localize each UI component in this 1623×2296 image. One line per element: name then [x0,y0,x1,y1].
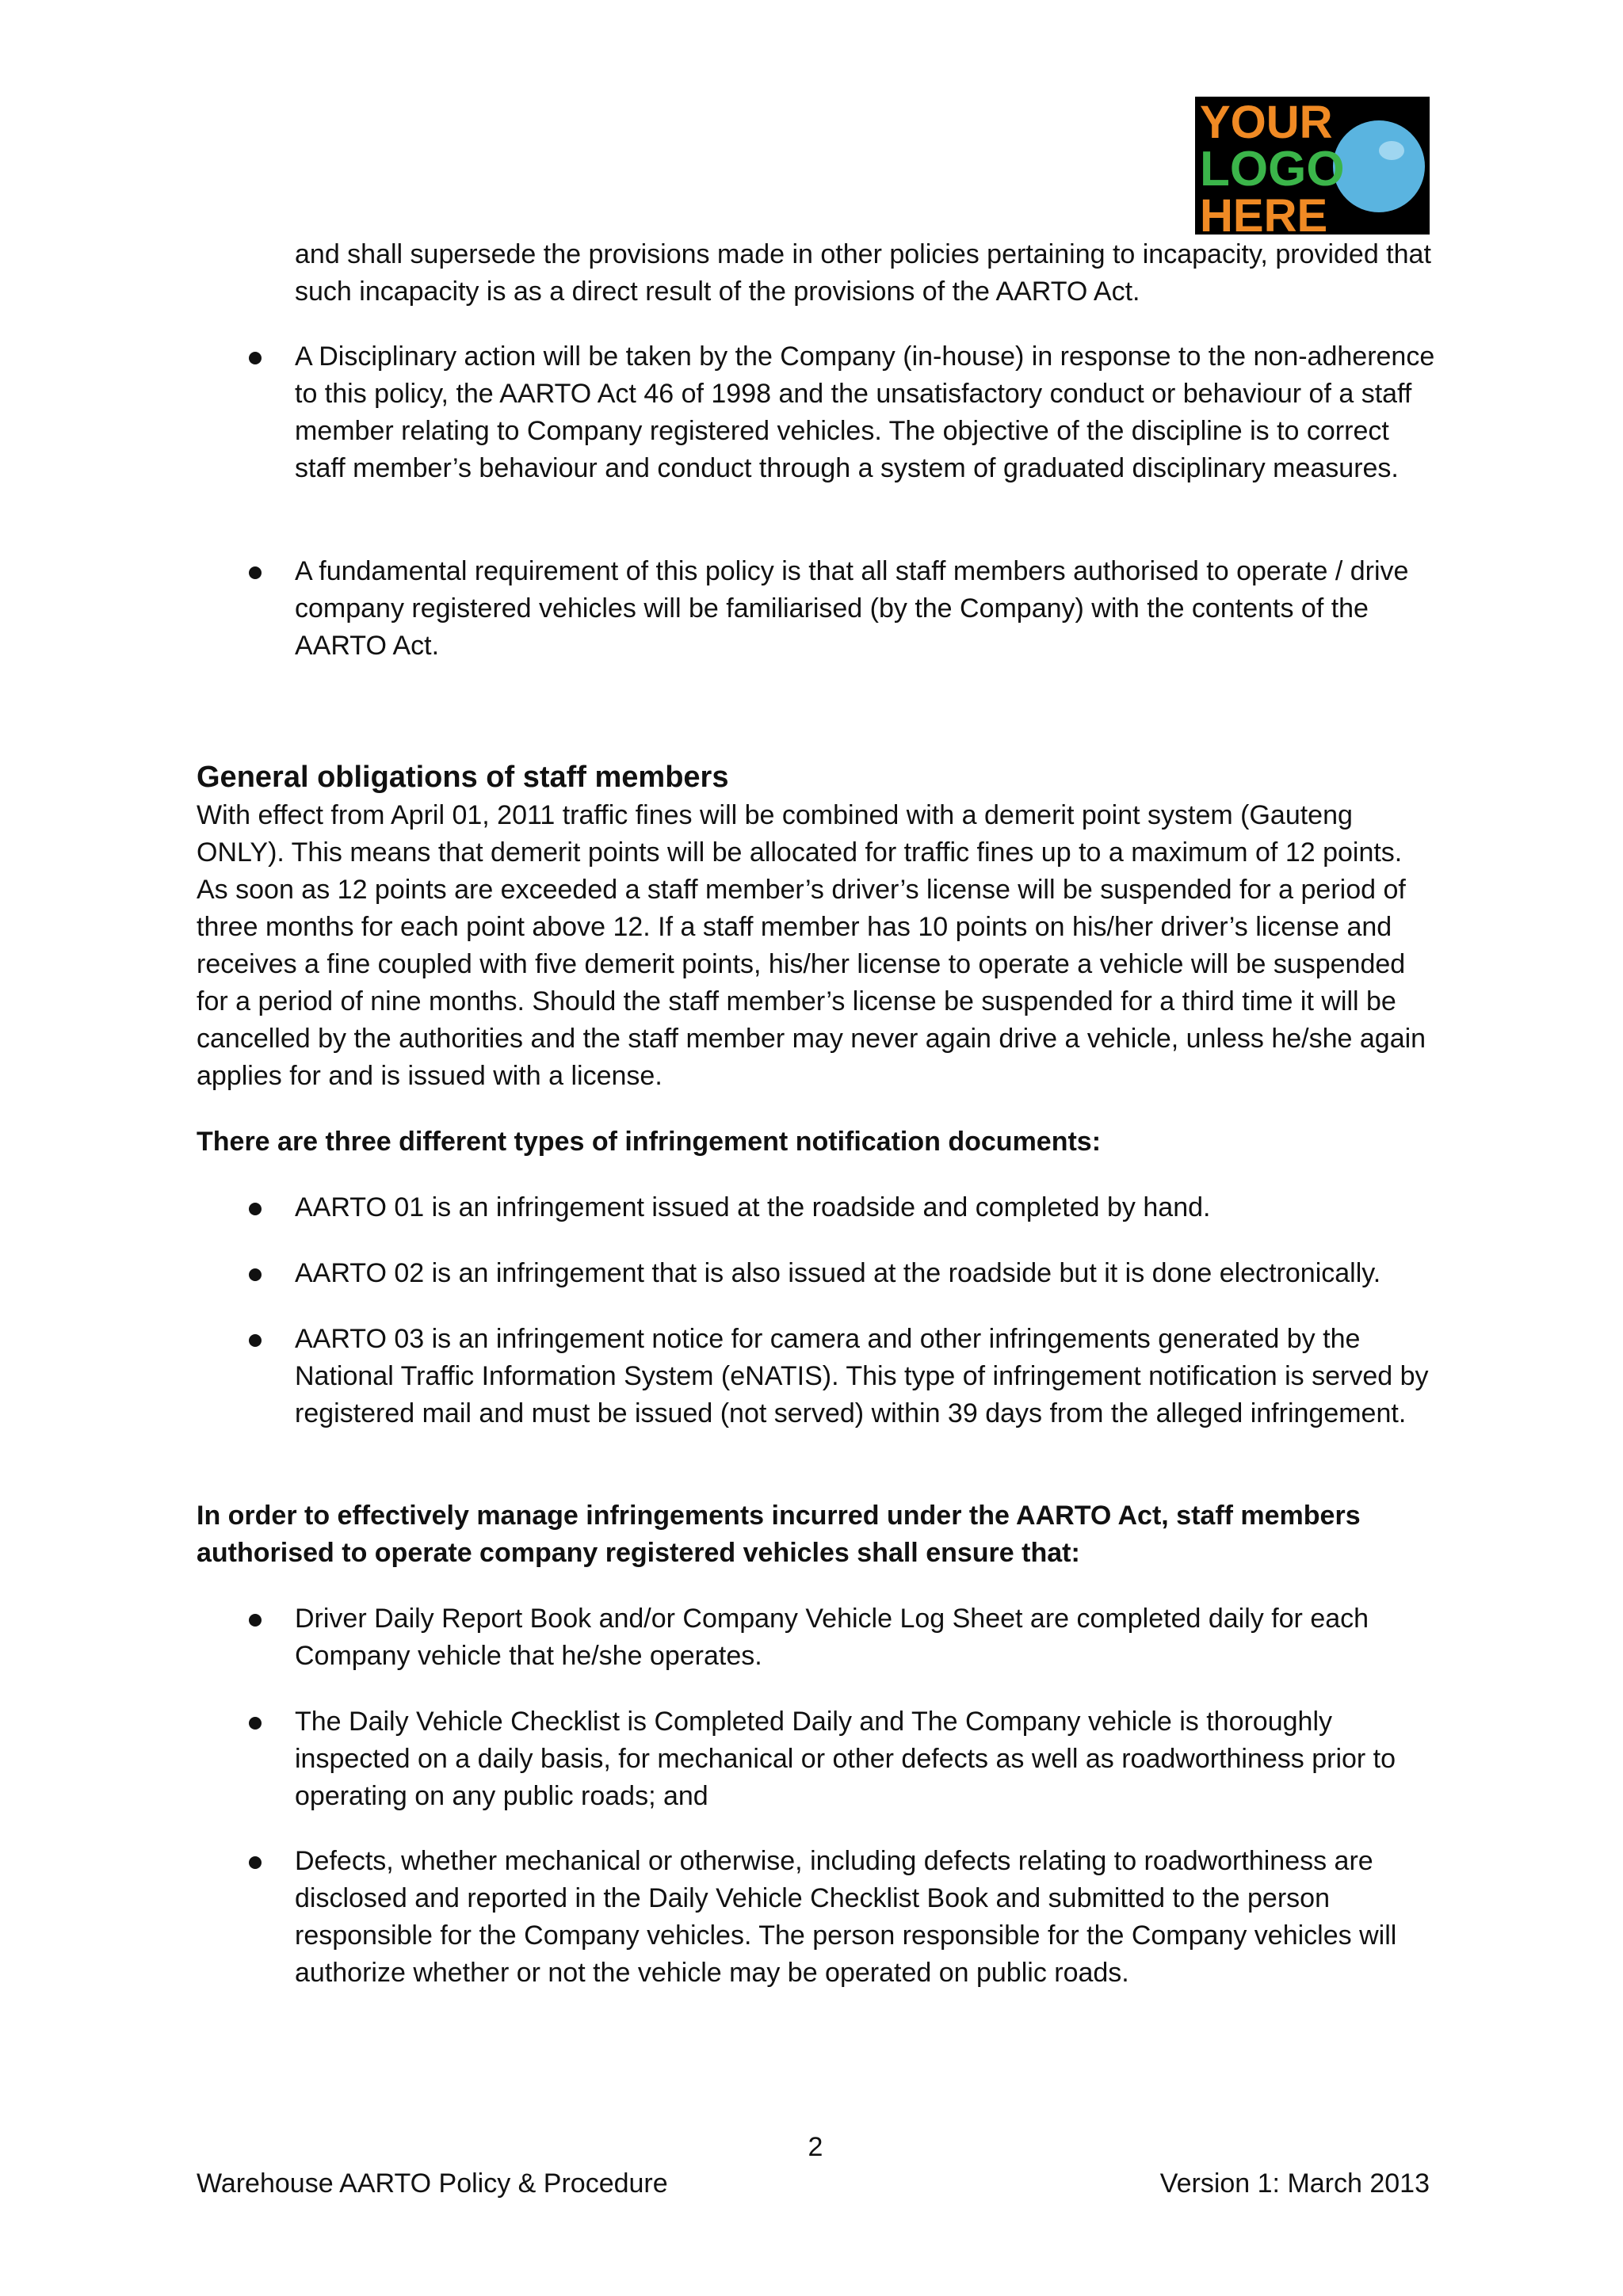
bullet-dot-icon [249,1614,262,1627]
logo-graphic [1195,97,1430,235]
checklist-bullet: The Daily Vehicle Checklist is Completed Daily and The Company vehicle is thoroughly inspected on a daily basis, for mechanical or other defects as well as roadworthiness prior to operating on any public roads; and [295,1707,1396,1811]
types-heading: There are three different types of infringement notification documents: [197,1127,1102,1157]
familiarisation-bullet: A fundamental requirement of this policy is that all staff members authorised to operate / drive company registered vehicles will be familiarised (by the Company) with the contents of the AARTO Act. [295,556,1409,661]
bullet-dot-icon [249,566,262,579]
bullet-dot-icon [249,1334,262,1347]
footer-document-title: Warehouse AARTO Policy & Procedure [197,2168,668,2199]
aarto-03-bullet: AARTO 03 is an infringement notice for camera and other infringements generated by the National Traffic Information System (eNATIS). This type of infringement notification is served by registered mail and must be issued (not served) within 39 days from the alleged infringement. [295,1324,1429,1428]
bullet-dot-icon [249,352,262,364]
bullet-dot-icon [249,1203,262,1215]
aarto-02-bullet: AARTO 02 is an infringement that is also issued at the roadside but it is done electronically. [295,1258,1381,1288]
section-heading: General obligations of staff members [197,761,729,794]
bullet-dot-icon [249,1717,262,1730]
company-logo [1195,97,1430,235]
ensure-heading: In order to effectively manage infringements incurred under the AARTO Act, staff members authorised to operate company registered vehicles shall ensure that: [197,1501,1361,1568]
bullet-dot-icon [249,1856,262,1869]
logo-here-text: HERE [1200,190,1328,235]
logo-logo-text: LOGO [1200,142,1345,196]
log-sheet-bullet: Driver Daily Report Book and/or Company Vehicle Log Sheet are completed daily for each Company vehicle that he/she operates. [295,1604,1369,1671]
intro-paragraph: With effect from April 01, 2011 traffic fines will be combined with a demerit point system (Gauteng ONLY). This means that demerit points will be allocated for traffic fines up to a maximum of 12 points. As soon as 12 points are exceeded a staff member’s driver’s license will be suspended for a period of three months for each point above 12. If a staff member has 10 points on his/her driver’s license and receives a fine coupled with five demerit points, his/her license to operate a vehicle will be suspended for a period of nine months. Should the staff member’s license be suspended for a third time it will be cancelled by the authorities and the staff member may never again drive a vehicle, unless he/she again applies for and is issued with a license. [197,800,1426,1091]
aarto-01-bullet: AARTO 01 is an infringement issued at the roadside and completed by hand. [295,1192,1211,1222]
defects-bullet: Defects, whether mechanical or otherwise, including defects relating to roadworthiness are disclosed and reported in the Daily Vehicle Checklist Book and submitted to the person responsible for the Company vehicles. The person responsible for the Company vehicles will authorize whether or not the vehicle may be operated on public roads. [295,1846,1397,1988]
footer-version: Version 1: March 2013 [1159,2168,1430,2199]
continuation-paragraph: and shall supersede the provisions made in other policies pertaining to incapacity, provided that such incapacity is as a direct result of the provisions of the AARTO Act. [295,239,1431,307]
bullet-dot-icon [249,1268,262,1281]
page-number: 2 [808,2132,823,2162]
disciplinary-bullet: A Disciplinary action will be taken by the Company (in-house) in response to the non-adherence to this policy, the AARTO Act 46 of 1998 and the unsatisfactory conduct or behaviour of a staff member relating to Company registered vehicles. The objective of the discipline is to correct staff member’s behaviour and conduct through a system of graduated disciplinary measures. [295,341,1435,483]
logo-your-text: YOUR [1200,97,1333,148]
